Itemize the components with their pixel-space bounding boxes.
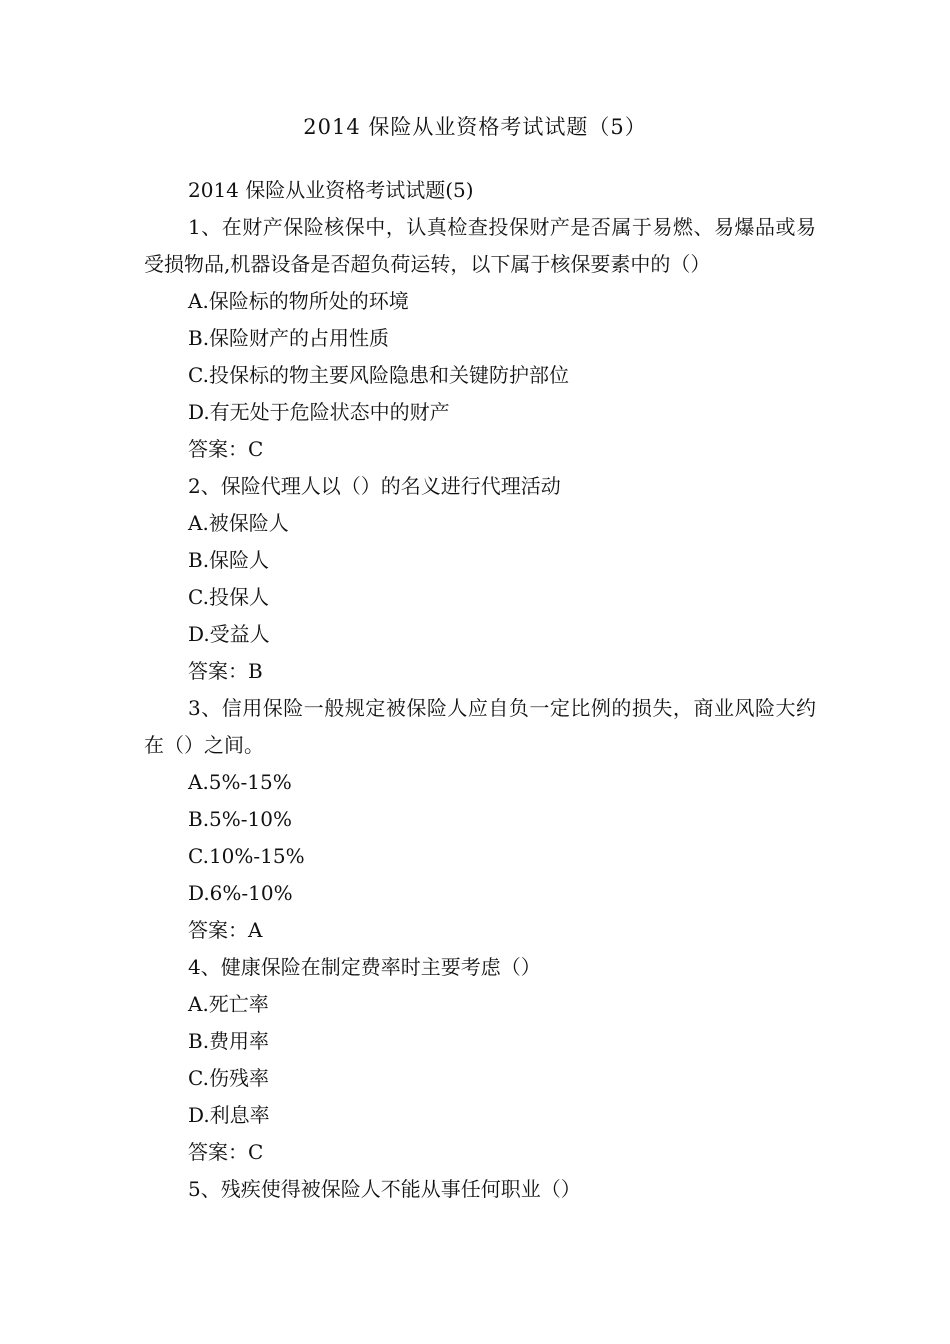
- document-subtitle: 2014 保险从业资格考试试题(5): [188, 178, 474, 202]
- document-body: [144, 172, 816, 1208]
- question-5-stem: 5、残疾使得被保险人不能从事任何职业（）: [188, 1177, 581, 1201]
- question-1-option-c: C.投保标的物主要风险隐患和关键防护部位: [188, 363, 569, 387]
- question-4-answer: 答案：C: [188, 1140, 264, 1164]
- question-1-option-b: B.保险财产的占用性质: [188, 326, 390, 350]
- question-3-option-d: D.6%-10%: [188, 881, 293, 905]
- question-4-option-a: A.死亡率: [188, 992, 269, 1016]
- question-4-stem: 4、健康保险在制定费率时主要考虑（）: [188, 955, 541, 979]
- question-2-option-a: A.被保险人: [188, 511, 289, 535]
- question-4-option-d: D.利息率: [188, 1103, 270, 1127]
- question-4-option-c: C.伤残率: [188, 1066, 269, 1090]
- question-3-option-c: C.10%-15%: [188, 844, 305, 868]
- document-title: 2014 保险从业资格考试试题（5）: [303, 115, 647, 139]
- question-1-stem: 1、在财产保险核保中，认真检查投保财产是否属于易燃、易爆品或易受损物品,机器设备是否超负荷运转，以下属于核保要素中的（）: [144, 215, 816, 276]
- question-1-option-a: A.保险标的物所处的环境: [188, 289, 409, 313]
- question-1-answer: 答案：C: [188, 437, 264, 461]
- question-3-option-b: B.5%-10%: [188, 807, 292, 831]
- question-3-stem: 3、信用保险一般规定被保险人应自负一定比例的损失，商业风险大约在（）之间。: [144, 696, 816, 757]
- question-1-option-d: D.有无处于危险状态中的财产: [188, 400, 450, 424]
- question-3-answer: 答案：A: [188, 918, 263, 942]
- question-2-option-b: B.保险人: [188, 548, 270, 572]
- question-4-option-b: B.费用率: [188, 1029, 270, 1053]
- question-2-option-c: C.投保人: [188, 585, 269, 609]
- question-2-option-d: D.受益人: [188, 622, 270, 646]
- question-2-answer: 答案：B: [188, 659, 263, 683]
- question-2-stem: 2、保险代理人以（）的名义进行代理活动: [188, 474, 561, 498]
- question-3-option-a: A.5%-15%: [188, 770, 292, 794]
